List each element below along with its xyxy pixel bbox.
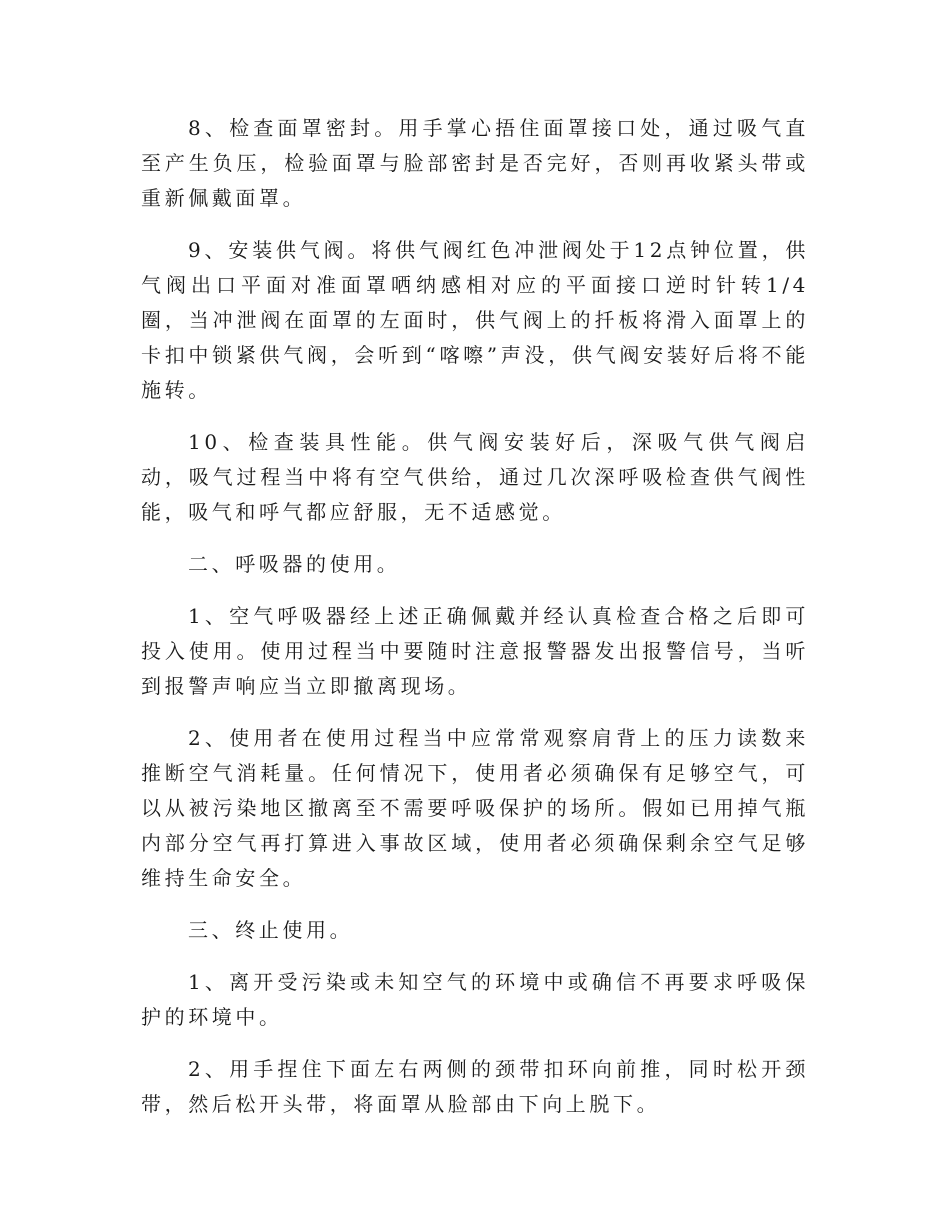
section-heading-respirator-use: 二、呼吸器的使用。 — [188, 552, 401, 576]
paragraph-leave-environment: 1、离开受污染或未知空气的环境中或确信不再要求呼吸保护的环境中。 — [141, 970, 809, 1029]
paragraph-use-alarm: 1、空气呼吸器经上述正确佩戴并经认真检查合格之后即可投入使用。使用过程当中要随时注意报警器发出报警信号，当听到报警声响应当立即撤离现场。 — [141, 604, 809, 698]
document-body — [141, 111, 809, 1139]
paragraph-check-equipment-performance: 10、检查装具性能。供气阀安装好后，深吸气供气阀启动，吸气过程当中将有空气供给，通过几次深呼吸检查供气阀性能，吸气和呼气都应舒服，无不适感觉。 — [141, 430, 809, 524]
section-heading-stop-use: 三、终止使用。 — [188, 918, 354, 942]
paragraph-install-supply-valve: 9、安装供气阀。将供气阀红色冲泄阀处于12点钟位置，供气阀出口平面对准面罩哂纳感相对应的平面接口逆时针转1/4圈，当冲泄阀在面罩的左面时，供气阀上的扦板将滑入面罩上的卡扣中锁紧供气阀，会听到“喀嚓”声没，供气阀安装好后将不能施转。 — [141, 238, 809, 402]
paragraph-check-mask-seal: 8、检查面罩密封。用手掌心捂住面罩接口处，通过吸气直至产生负压，检验面罩与脸部密封是否完好，否则再收紧头带或重新佩戴面罩。 — [141, 116, 809, 210]
paragraph-air-consumption: 2、使用者在使用过程当中应常常观察肩背上的压力读数来推断空气消耗量。任何情况下，使用者必须确保有足够空气，可以从被污染地区撤离至不需要呼吸保护的场所。假如已用掉气瓶内部分空气再打算进入事故区域，使用者必须确保剩余空气足够维持生命安全。 — [141, 726, 809, 890]
paragraph-remove-mask: 2、用手捏住下面左右两侧的颈带扣环向前推，同时松开颈带，然后松开头带，将面罩从脸部由下向上脱下。 — [141, 1057, 809, 1116]
